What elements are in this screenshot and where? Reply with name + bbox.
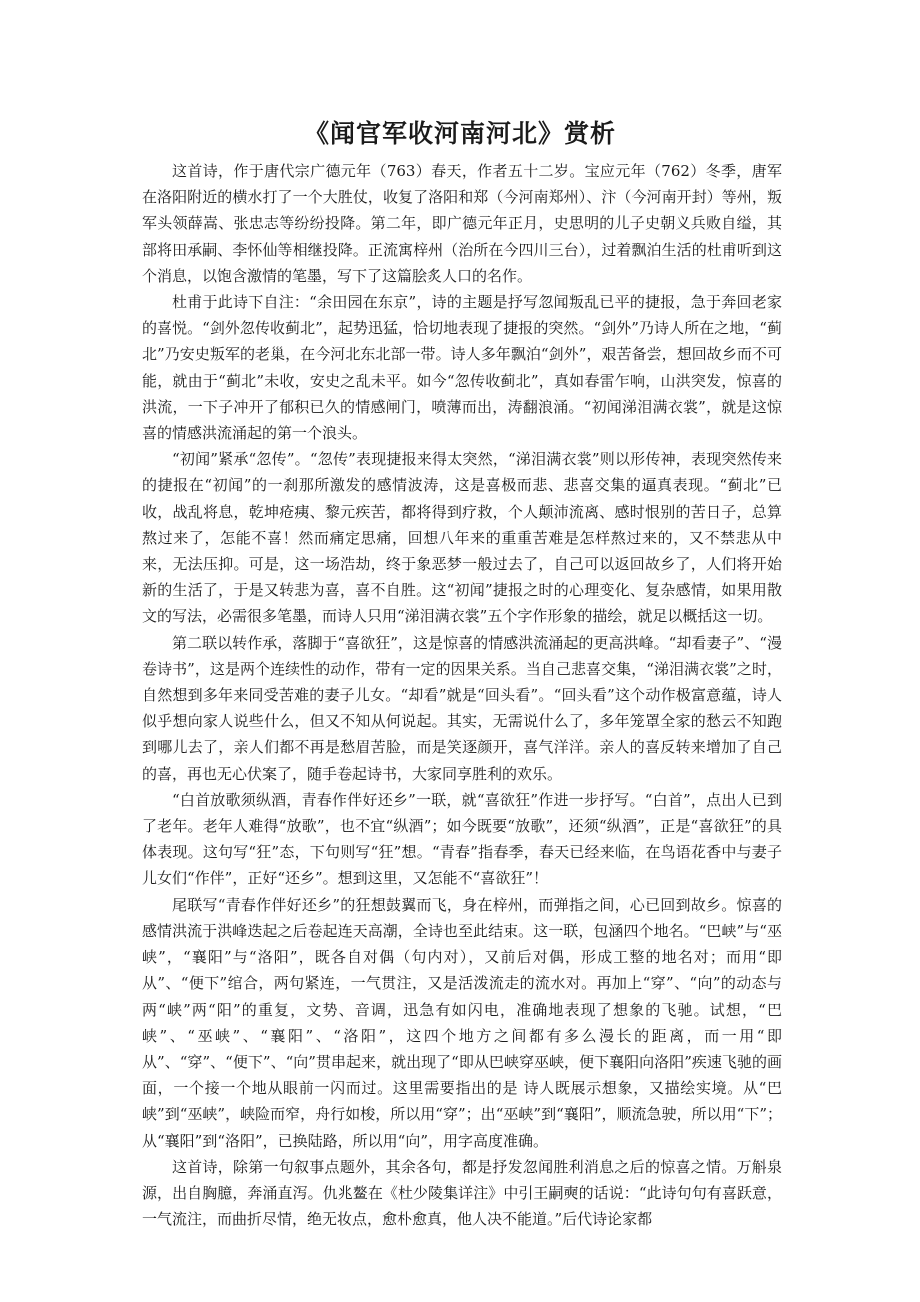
document-title: 《闻官军收河南河北》赏析 xyxy=(303,119,616,148)
paragraph-2: 杜甫于此诗下自注：“余田园在东京”，诗的主题是抒写忽闻叛乱已平的捷报，急于奔回老家的喜悦。“剑外忽传收蓟北”，起势迅猛，恰切地表现了捷报的突然。“剑外”乃诗人所在之地，“蓟北”乃安史叛军的老巢，在今河北东北部一带。诗人多年飘泊“剑外”，艰苦备尝，想回故乡而不可能，就由于“蓟北”未收，安史之乱未平。如今“忽传收蓟北”，真如春雷乍响，山洪突发，惊喜的洪流，一下子冲开了郁积已久的情感闸门，喷薄而出，涛翻浪涌。“初闻涕泪满衣裳”，就是这惊喜的情感洪流涌起的第一个浪头。 xyxy=(142,293,782,443)
paragraph-6: 尾联写“青春作伴好还乡”的狂想鼓翼而飞，身在梓州，而弹指之间，心已回到故乡。惊喜的感情洪流于洪峰迭起之后卷起连天高潮，全诗也至此结束。这一联，包涵四个地名。“巴峡”与“巫峡”，“襄阳”与“洛阳”，既各自对偶（句内对），又前后对偶，形成工整的地名对；而用“即从”、“便下”绾合，两句紧连，一气贯注，又是活泼流走的流水对。再加上“穿”、“向”的动态与两“峡”两“阳”的重复，文势、音调，迅急有如闪电，准确地表现了想象的飞驰。试想，“巴峡”、“巫峡”、“襄阳”、“洛阳”，这四个地方之间都有多么漫长的距离，而一用“即从”、“穿”、“便下”、“向”贯串起来，就出现了“即从巴峡穿巫峡，便下襄阳向洛阳”疾速飞驰的画面，一个接一个地从眼前一闪而过。这里需要指出的是 诗人既展示想象，又描绘实境。从“巴峡”到“巫峡”，峡险而窄，舟行如梭，所以用“穿”；出“巫峡”到“襄阳”，顺流急驶，所以用“下”；从“襄阳”到“洛阳”，已换陆路，所以用“向”，用字高度准确。 xyxy=(142,895,782,1150)
document-body xyxy=(142,158,782,1232)
paragraph-7: 这首诗，除第一句叙事点题外，其余各句，都是抒发忽闻胜利消息之后的惊喜之情。万斛泉源，出自胸臆，奔涌直泻。仇兆鳌在《杜少陵集详注》中引王嗣奭的话说：“此诗句句有喜跃意，一气流注，而曲折尽情，绝无妆点，愈朴愈真，他人决不能道。”后代诗论家都 xyxy=(142,1157,782,1229)
paragraph-4: 第二联以转作承，落脚于“喜欲狂”，这是惊喜的情感洪流涌起的更高洪峰。“却看妻子”、“漫卷诗书”，这是两个连续性的动作，带有一定的因果关系。当自己悲喜交集，“涕泪满衣裳”之时，自然想到多年来同受苦难的妻子儿女。“却看”就是“回头看”。“回头看”这个动作极富意蕴，诗人似乎想向家人说些什么，但又不知从何说起。其实，无需说什么了，多年笼罩全家的愁云不知跑到哪儿去了，亲人们都不再是愁眉苦脸，而是笑逐颜开，喜气洋洋。亲人的喜反转来增加了自己的喜，再也无心伏案了，随手卷起诗书，大家同享胜利的欢乐。 xyxy=(142,633,782,783)
paragraph-1: 这首诗，作于唐代宗广德元年（763）春天，作者五十二岁。宝应元年（762）冬季，唐军在洛阳附近的横水打了一个大胜仗，收复了洛阳和郑（今河南郑州）、汴（今河南开封）等州，叛军头领薛嵩、张忠志等纷纷投降。第二年，即广德元年正月，史思明的儿子史朝义兵败自缢，其部将田承嗣、李怀仙等相继投降。正流寓梓州（治所在今四川三台），过着飘泊生活的杜甫听到这个消息，以饱含激情的笔墨，写下了这篇脍炙人口的名作。 xyxy=(142,162,782,285)
paragraph-5: “白首放歌须纵酒，青春作伴好还乡”一联，就“喜欲狂”作进一步抒写。“白首”，点出人已到了老年。老年人难得“放歌”，也不宜“纵酒”；如今既要“放歌”，还须“纵酒”，正是“喜欲狂”的具体表现。这句写“狂”态，下句则写“狂”想。“青春”指春季，春天已经来临，在鸟语花香中与妻子儿女们“作伴”，正好“还乡”。想到这里，又怎能不“喜欲狂”！ xyxy=(142,790,782,888)
paragraph-3: “初闻”紧承“忽传”。“忽传”表现捷报来得太突然，“涕泪满衣裳”则以形传神，表现突然传来的捷报在“初闻”的一刹那所激发的感情波涛，这是喜极而悲、悲喜交集的逼真表现。“蓟北”已收，战乱将息，乾坤疮痍、黎元疾苦，都将得到疗救，个人颠沛流离、感时恨别的苦日子，总算熬过来了，怎能不喜！然而痛定思痛，回想八年来的重重苦难是怎样熬过来的，又不禁悲从中来，无法压抑。可是，这一场浩劫，终于象恶梦一般过去了，自己可以返回故乡了，人们将开始新的生活了，于是又转悲为喜，喜不自胜。这“初闻”捷报之时的心理变化、复杂感情，如果用散文的写法，必需很多笔墨，而诗人只用“涕泪满衣裳”五个字作形象的描绘，就足以概括这一切。 xyxy=(142,450,782,626)
